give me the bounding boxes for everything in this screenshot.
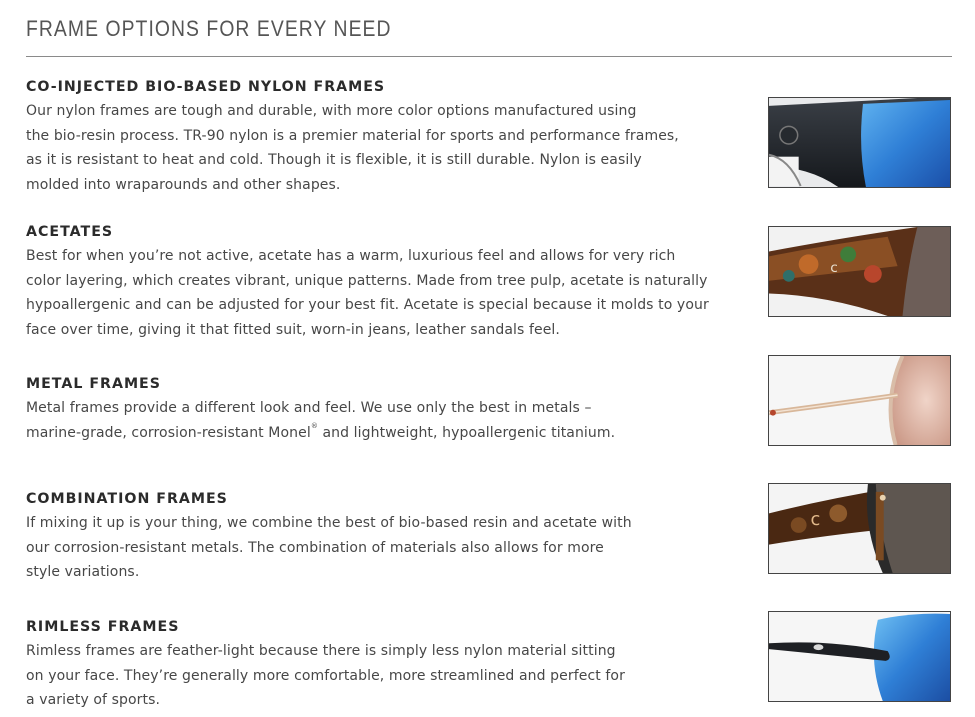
body-line	[26, 421, 756, 446]
metal-frame-photo	[768, 355, 951, 446]
body-line: Metal frames provide a different look and feel. We use only the best in metals –	[26, 400, 592, 416]
section-acetates	[26, 223, 756, 342]
body-line: color layering, which creates vibrant, unique patterns. Made from tree pulp, acetate is naturally	[26, 272, 708, 289]
body-line: style variations.	[26, 564, 140, 580]
body-line: molded into wraparounds and other shapes.	[26, 176, 341, 193]
section-rimless	[26, 618, 756, 713]
body-text-span: and lightweight, hypoallergenic titanium.	[317, 424, 616, 441]
section-heading: METAL FRAMES	[26, 376, 161, 392]
section-heading: COMBINATION FRAMES	[26, 491, 228, 507]
section-heading: ACETATES	[26, 224, 114, 240]
registered-mark: ®	[310, 421, 318, 430]
section-body	[26, 639, 756, 713]
body-line: Our nylon frames are tough and durable, with more color options manufactured using	[26, 103, 637, 119]
section-body	[26, 99, 756, 197]
body-line: Rimless frames are feather-light because there is simply less nylon material sitting	[26, 643, 616, 659]
body-line: a variety of sports.	[26, 692, 161, 708]
body-line: Best for when you’re not active, acetate has a warm, luxurious feel and allows for very rich	[26, 248, 676, 264]
page-title: FRAME OPTIONS FOR EVERY NEED	[26, 16, 392, 41]
body-line: hypoallergenic and can be adjusted for your best fit. Acetate is special because it molds to your	[26, 297, 709, 313]
combination-frame-photo	[768, 483, 951, 574]
section-combination	[26, 490, 756, 585]
section-body	[26, 244, 756, 342]
title-divider	[26, 56, 952, 57]
section-nylon	[26, 78, 756, 197]
body-line: If mixing it up is your thing, we combine the best of bio-based resin and acetate with	[26, 515, 632, 531]
rimless-frame-photo	[768, 611, 951, 702]
svg-text:c: c	[810, 510, 821, 531]
acetate-frame-photo	[768, 226, 951, 317]
nylon-frame-photo	[768, 97, 951, 188]
body-line: on your face. They’re generally more comfortable, more streamlined and perfect for	[26, 667, 625, 684]
svg-text:c: c	[830, 260, 838, 276]
section-heading: CO-INJECTED BIO-BASED NYLON FRAMES	[26, 79, 386, 95]
section-metal	[26, 375, 756, 445]
section-body	[26, 511, 756, 585]
body-text-span: marine-grade, corrosion-resistant Monel	[26, 424, 311, 441]
section-body	[26, 396, 756, 445]
section-heading: RIMLESS FRAMES	[26, 619, 180, 635]
body-line: as it is resistant to heat and cold. Though it is flexible, it is still durable. Nylon is easily	[26, 152, 642, 168]
body-line: our corrosion-resistant metals. The combination of materials also allows for more	[26, 539, 604, 556]
body-line: face over time, giving it that fitted suit, worn-in jeans, leather sandals feel.	[26, 321, 560, 338]
body-line: the bio-resin process. TR-90 nylon is a premier material for sports and performance frames,	[26, 127, 679, 144]
